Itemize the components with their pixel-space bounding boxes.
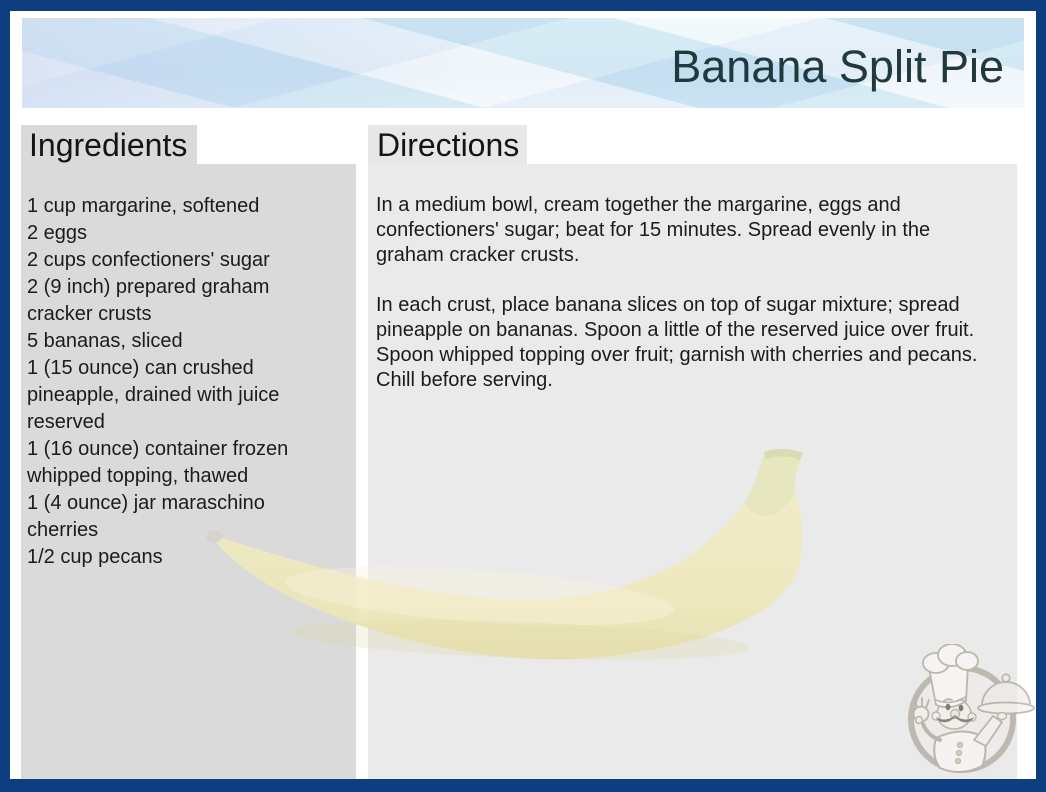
- directions-heading: Directions: [368, 125, 527, 164]
- chef-logo-image: [898, 644, 1040, 786]
- recipe-title: Banana Split Pie: [671, 41, 1004, 92]
- list-item: In a medium bowl, cream together the margarine, eggs and confectioners' sugar; beat for 15 minutes. Spread evenly in the graham cracker crusts.: [376, 194, 931, 266]
- list-item: 1 (16 ounce) container frozen whipped topping, thawed: [27, 438, 289, 487]
- ingredients-heading: Ingredients: [21, 125, 197, 164]
- list-item: 1/2 cup pecans: [27, 546, 163, 568]
- list-item: In each crust, place banana slices on top of sugar mixture; spread pineapple on bananas. Spoon a little of the reserved juice over fruit. Spoon whipped topping over fruit; garnish with cherries and pecans. Chill before serving.: [376, 294, 978, 391]
- list-item: 2 (9 inch) prepared graham cracker crusts: [27, 276, 270, 325]
- list-item: 1 cup margarine, softened: [27, 195, 260, 217]
- list-item: 2 cups confectioners' sugar: [27, 249, 270, 271]
- list-item: 2 eggs: [27, 222, 88, 244]
- header-banner: [22, 18, 1024, 108]
- banana-image: [195, 433, 815, 671]
- list-item: 5 bananas, sliced: [27, 330, 183, 352]
- list-item: 1 (15 ounce) can crushed pineapple, drained with juice reserved: [27, 357, 280, 433]
- list-item: 1 (4 ounce) jar maraschino cherries: [27, 492, 265, 541]
